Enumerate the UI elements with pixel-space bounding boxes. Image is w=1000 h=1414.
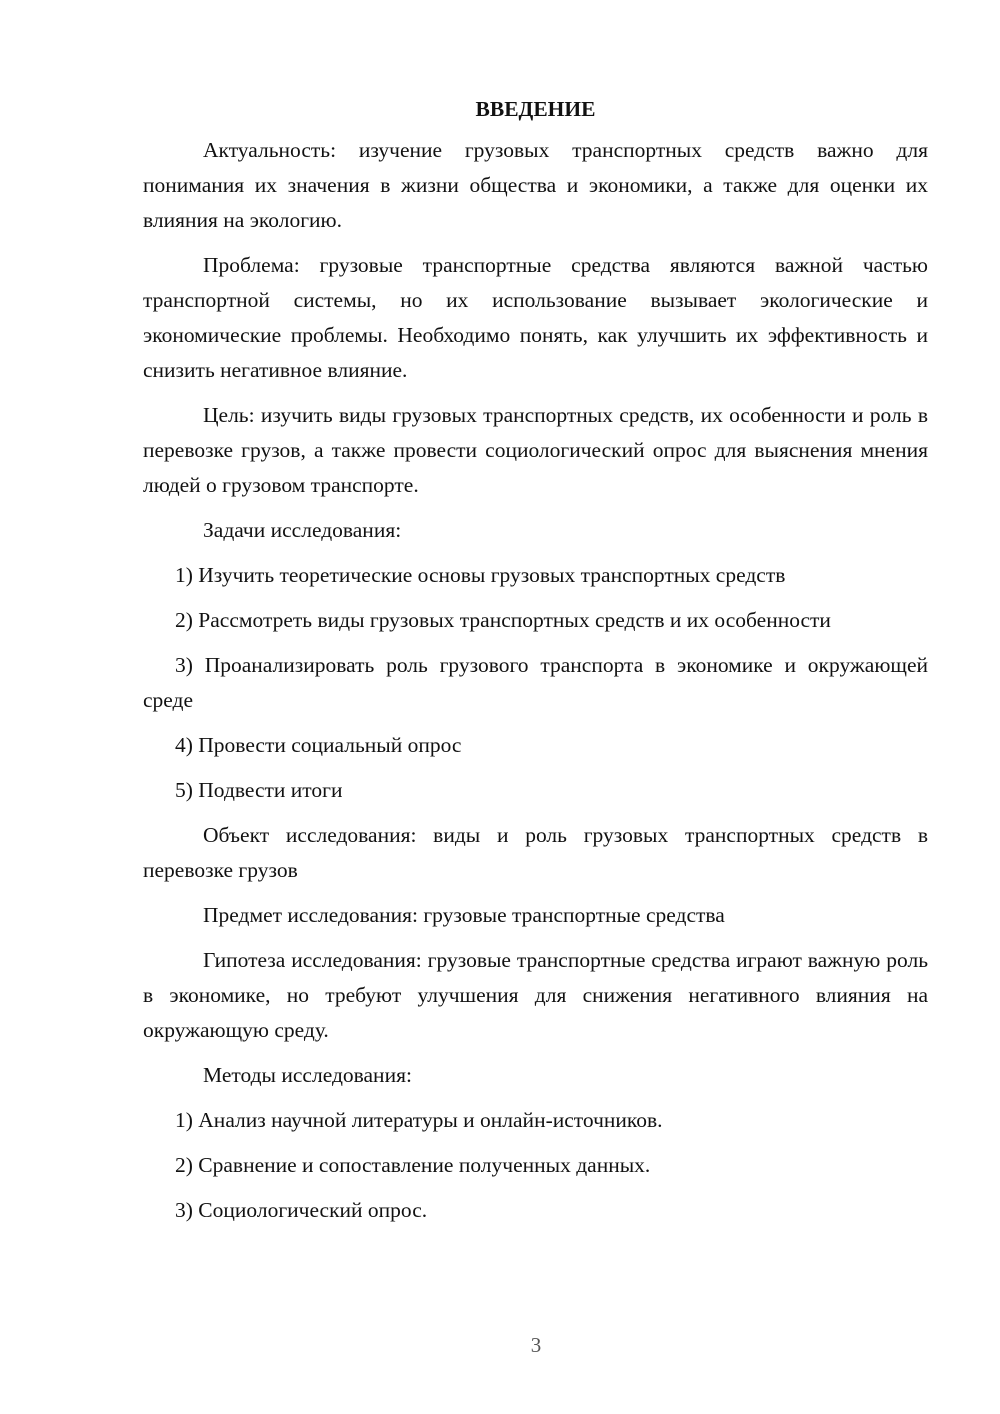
task-item: 2) Рассмотреть виды грузовых транспортных средств и их особенности — [175, 608, 831, 632]
task-item: 4) Провести социальный опрос — [175, 733, 462, 757]
task-item: 5) Подвести итоги — [175, 778, 343, 802]
method-item: 3) Социологический опрос. — [175, 1198, 428, 1222]
goal-paragraph: Цель: изучить виды грузовых транспортных средств, их особенности и роль в перевозке грузов, а также провести социологический опрос для выяснения мнения людей о грузовом транспорте. — [143, 403, 928, 497]
relevance-paragraph: Актуальность: изучение грузовых транспортных средств важно для понимания их значения в жизни общества и экономики, а также для оценки их влияния на экологию. — [143, 138, 928, 232]
subject-paragraph: Предмет исследования: грузовые транспортные средства — [203, 903, 725, 927]
task-item: 3) Проанализировать роль грузового транспорта в экономике и окружающей среде — [143, 653, 928, 712]
method-item: 2) Сравнение и сопоставление полученных данных. — [175, 1153, 651, 1177]
task-item: 1) Изучить теоретические основы грузовых транспортных средств — [175, 563, 786, 587]
object-paragraph: Объект исследования: виды и роль грузовых транспортных средств в перевозке грузов — [143, 823, 928, 882]
hypothesis-paragraph: Гипотеза исследования: грузовые транспортные средства играют важную роль в экономике, но требуют улучшения для снижения негативного влияния на окружающую среду. — [143, 948, 928, 1042]
document-body — [143, 92, 928, 1238]
section-title: ВВЕДЕНИЕ — [475, 97, 596, 121]
methods-heading: Методы исследования: — [203, 1063, 412, 1087]
tasks-heading: Задачи исследования: — [203, 518, 402, 542]
page-number: 3 — [530, 1333, 542, 1357]
problem-paragraph: Проблема: грузовые транспортные средства являются важной частью транспортной системы, но их использование вызывает экологические и экономические проблемы. Необходимо понять, как улучшить их эффективность и снизить негативное влияние. — [143, 253, 928, 382]
method-item: 1) Анализ научной литературы и онлайн-источников. — [175, 1108, 663, 1132]
